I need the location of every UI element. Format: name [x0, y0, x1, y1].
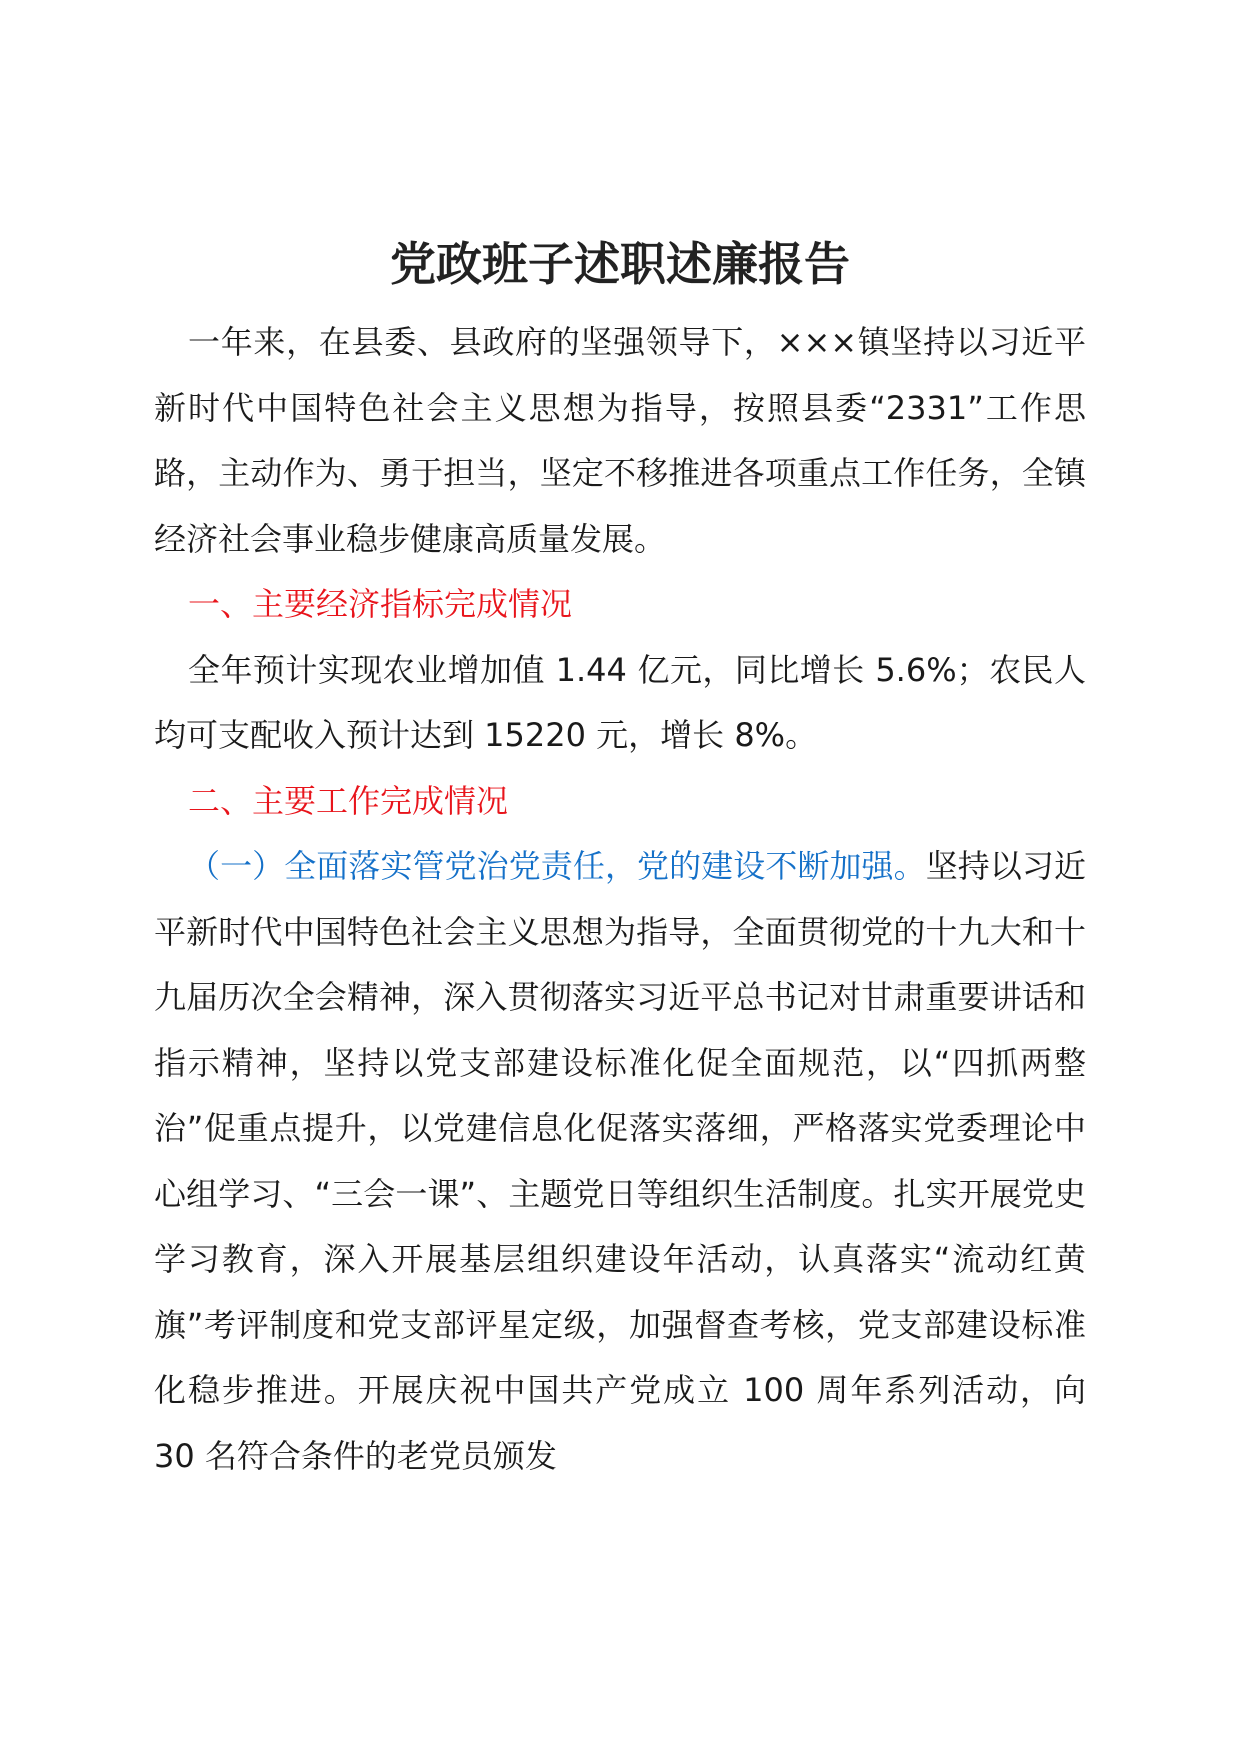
economic-indicators-paragraph: 全年预计实现农业增加值 1.44 亿元，同比增长 5.6%；农民人均可支配收入预计达到 15220 元，增长 8%。 [154, 650, 1086, 754]
party-building-text: 坚持以习近平新时代中国特色社会主义思想为指导，全面贯彻党的十九大和十九届历次全会精神，深入贯彻落实习近平总书记对甘肃重要讲话和指示精神，坚持以党支部建设标准化促全面规范，以“四抓两整治”促重点提升，以党建信息化促落实落细，严格落实党委理论中心组学习、“三会一课”、主题党日等组织生活制度。扎实开展党史学习教育，深入开展基层组织建设年活动，认真落实“流动红黄旗”考评制度和党支部评星定级，加强督查考核，党支部建设标准化稳步推进。开展庆祝中国共产党成立 100 周年系列活动，向 30 名符合条件的老党员颁发 [154, 847, 1086, 1475]
intro-paragraph: 一年来，在县委、县政府的坚强领导下，×××镇坚持以习近平新时代中国特色社会主义思想为指导，按照县委“2331”工作思路，主动作为、勇于担当，坚定不移推进各项重点工作任务，全镇经济社会事业稳步健康高质量发展。 [154, 323, 1086, 558]
document-body [154, 310, 1086, 1489]
section-heading-economic-indicators: 一、主要经济指标完成情况 [188, 585, 573, 623]
party-building-paragraph [154, 834, 1086, 1489]
subsection-heading-party-building: （一）全面落实管党治党责任，党的建设不断加强。 [188, 847, 926, 885]
document-title: 党政班子述职述廉报告 [390, 237, 850, 291]
section-heading-work-completion: 二、主要工作完成情况 [188, 781, 509, 820]
